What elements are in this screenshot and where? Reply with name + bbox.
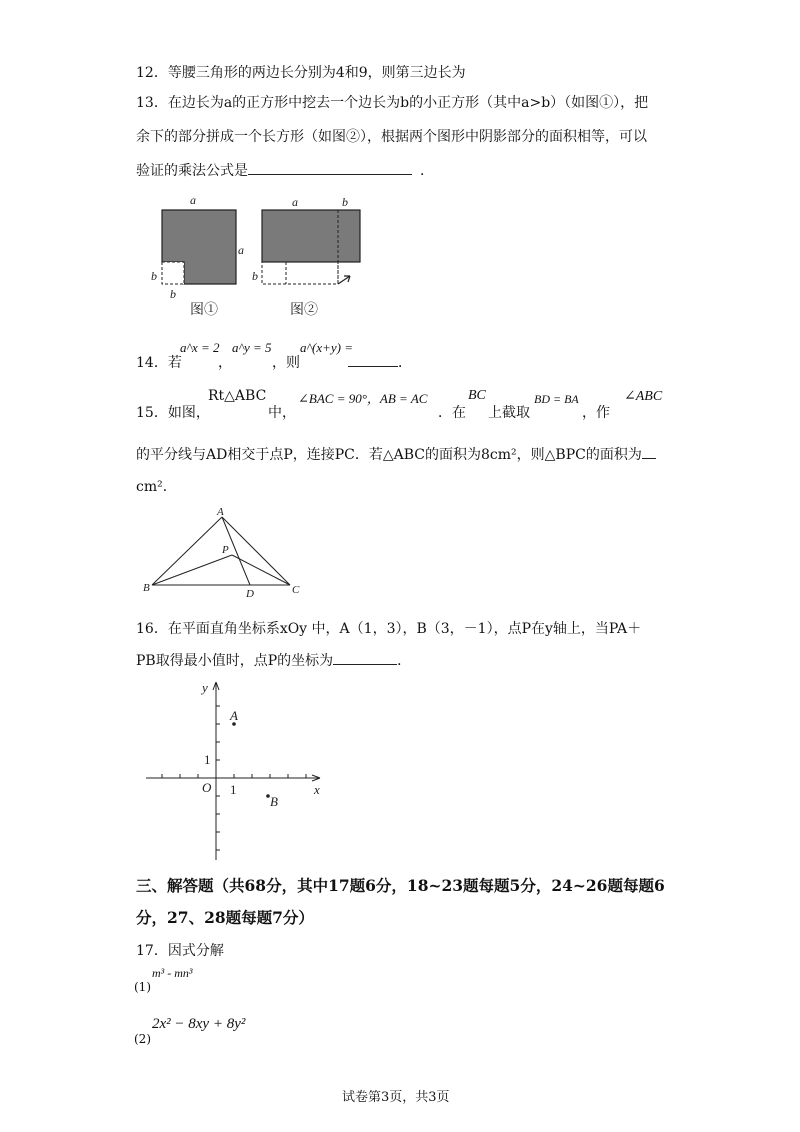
answer-blank[interactable] <box>348 352 398 367</box>
q15-triangle-figure <box>140 505 310 600</box>
q15-angle: ∠ABC <box>624 389 663 404</box>
q15-rt <box>208 388 266 404</box>
q14-eq3: a^(x+y) = <box>300 340 353 355</box>
fig2-label-a: a <box>292 195 298 209</box>
fig1-label-a-top: a <box>190 193 196 207</box>
q16-line2 <box>136 650 411 670</box>
q13-line3-end: ． <box>420 163 434 179</box>
q15-zai: ．在 <box>438 405 466 421</box>
q14-comma1: ， <box>218 355 232 371</box>
label-origin: O <box>202 780 212 795</box>
x-axis-ticks <box>162 774 306 778</box>
answer-blank[interactable] <box>333 650 397 665</box>
q14-eq1: a^x = 2 <box>180 340 220 355</box>
fig2-dashed-strip <box>262 262 338 284</box>
fig1-label-b-left: b <box>151 269 157 283</box>
fig1-label-b-bottom: b <box>170 287 176 301</box>
q15-line2-text: 的平分线与AD相交于点P，连接PC．若△ABC的面积为8cm²，则△BPC的面积为 <box>136 447 642 463</box>
q13-line3-text: 验证的乘法公式是 <box>136 163 248 179</box>
q15-label-D: D <box>246 588 254 600</box>
q15-jiequ: 上截取 <box>488 405 530 421</box>
label-point-A: A <box>230 708 238 723</box>
section3-heading-line2: 分，27、28题每题7分） <box>136 908 314 927</box>
fig2-label-b-left: b <box>252 269 258 283</box>
q14-answer <box>348 352 412 372</box>
q13-line3 <box>136 160 434 180</box>
q16-line1: 16．在平面直角坐标系xOy 中，A（1，3），B（3，－1），点P在y轴上，当PA＋ <box>136 621 642 637</box>
q13-figures <box>140 190 380 320</box>
q15-bc: BC <box>468 388 486 403</box>
q17-title: 17．因式分解 <box>136 943 224 959</box>
q17-p2-label: (2) <box>134 1032 151 1046</box>
q16-line2-end: ． <box>397 653 412 669</box>
label-one-x: 1 <box>230 782 237 797</box>
page-footer: 试卷第3页，共3页 <box>342 1090 450 1105</box>
q14-eq2: a^y = 5 <box>232 340 272 355</box>
q16-line2-text: PB取得最小值时，点P的坐标为 <box>136 653 334 669</box>
q14-prefix: 14．若 <box>136 355 182 371</box>
q15-line2 <box>136 444 656 464</box>
q14-end: ． <box>398 355 412 371</box>
q15-bdba: BD = BA <box>534 392 579 406</box>
fig2-arrow-icon <box>338 276 350 284</box>
q15-zhong: 中， <box>268 405 296 421</box>
label-y-axis: y <box>202 680 208 695</box>
section3-heading-line1: 三、解答题（共68分，其中17题6分，18~23题每题5分，24~26题每题6 <box>136 876 665 895</box>
q15-label-B: B <box>143 582 150 594</box>
label-point-B: B <box>270 794 278 809</box>
q15-label-P: P <box>222 544 229 556</box>
fig2-shaded-rect <box>262 210 360 262</box>
q15-rt-text: Rt△ABC <box>208 388 267 404</box>
q17-p2-expr: 2x² − 8xy + 8y² <box>152 1016 246 1032</box>
answer-blank[interactable] <box>642 444 656 459</box>
fig2-label-b-top: b <box>342 195 348 209</box>
q15-label-A: A <box>217 506 224 518</box>
q15-label-C: C <box>292 584 300 596</box>
label-one-y: 1 <box>204 752 211 767</box>
q15-prefix: 15．如图， <box>136 405 210 421</box>
q13-line2: 余下的部分拼成一个长方形（如图②），根据两个图形中阴影部分的面积相等，可以 <box>136 129 647 145</box>
label-x-axis: x <box>314 782 320 797</box>
q17-p1-label: (1) <box>134 980 151 994</box>
q12-text: 12．等腰三角形的两边长分别为4和9，则第三边长为 <box>136 65 466 81</box>
q15-cond: ∠BAC = 90°，AB = AC <box>298 391 428 406</box>
answer-blank[interactable] <box>248 160 412 175</box>
fig2-caption: 图② <box>290 303 318 318</box>
fig1-cut-square <box>162 262 184 284</box>
q15-line3: cm²． <box>136 479 177 495</box>
fig1-caption: 图① <box>190 303 218 318</box>
q17-p1-expr: m³ - mn³ <box>152 966 193 980</box>
fig1-label-a-right: a <box>238 243 244 257</box>
q13-line1: 13．在边长为a的正方形中挖去一个边长为b的小正方形（其中a>b）（如图①），把 <box>136 95 649 111</box>
q14-then: ，则 <box>272 355 300 371</box>
q16-coordinate-figure <box>140 676 340 866</box>
q15-zuo: ，作 <box>582 405 610 421</box>
